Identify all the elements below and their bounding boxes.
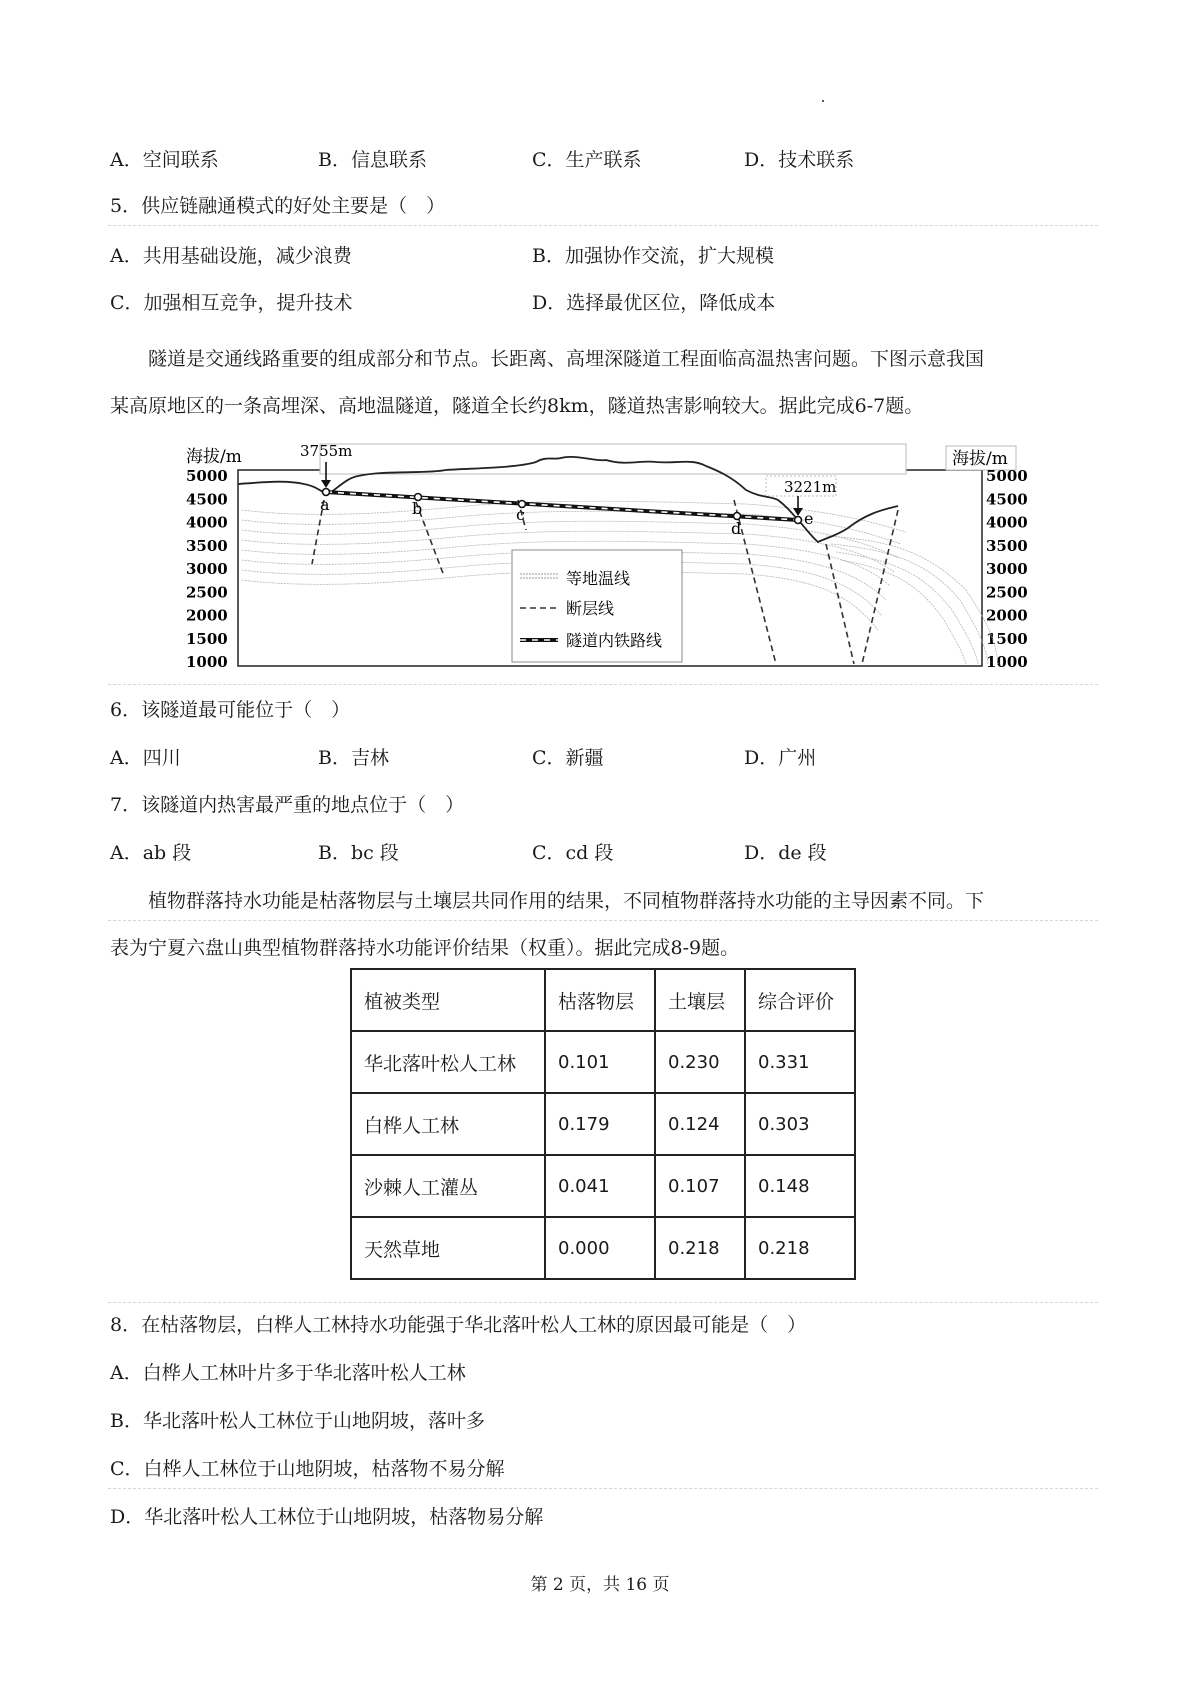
q8-option-b[interactable]: B．华北落叶松人工林位于山地阴坡，落叶多 <box>110 1410 485 1432</box>
table-cell: 0.107 <box>655 1155 745 1217</box>
table-cell: 0.303 <box>745 1093 855 1155</box>
table-cell: 0.148 <box>745 1155 855 1217</box>
q6-option-a[interactable]: A．四川 <box>110 747 181 769</box>
table-header-row <box>351 969 855 1031</box>
q4-option-b[interactable]: B．信息联系 <box>318 149 427 171</box>
table-cell: 0.331 <box>745 1031 855 1093</box>
arrow-a-head <box>321 480 331 488</box>
q7-option-a[interactable]: A．ab 段 <box>110 842 192 864</box>
label-b: b <box>412 499 423 518</box>
right-axis-label: 海拔/m <box>952 449 1008 469</box>
tick-label: 5000 <box>986 467 1028 485</box>
table-cell: 天然草地 <box>351 1217 545 1279</box>
q7-stem: 7．该隧道内热害最严重的地点位于（ ） <box>110 794 465 816</box>
legend-isotherm: 等地温线 <box>566 569 631 588</box>
table-header-cell: 枯落物层 <box>545 969 655 1031</box>
tick-label: 2500 <box>186 583 228 602</box>
passage2-line2: 表为宁夏六盘山典型植物群落持水功能评价结果（权重）。据此完成8-9题。 <box>110 937 740 959</box>
q5-stem: 5．供应链融通模式的好处主要是（ ） <box>110 195 446 217</box>
q4-option-d[interactable]: D．技术联系 <box>744 149 855 171</box>
tick-label: 1500 <box>186 629 228 648</box>
passage1-line1: 隧道是交通线路重要的组成部分和节点。长距离、高埋深隧道工程面临高温热害问题。下图示意我国 <box>148 348 985 370</box>
q7-option-c[interactable]: C．cd 段 <box>532 842 614 864</box>
left-axis-label: 海拔/m <box>186 447 242 467</box>
divider <box>108 1302 1098 1303</box>
elevation-a-label: 3755m <box>300 442 353 460</box>
q6-option-b[interactable]: B．吉林 <box>318 747 389 769</box>
table-cell: 0.041 <box>545 1155 655 1217</box>
divider <box>108 1488 1098 1489</box>
tick-label: 3500 <box>186 536 228 555</box>
vegetation-table <box>350 968 856 1280</box>
legend-fault: 断层线 <box>566 599 615 618</box>
q8-option-a[interactable]: A．白桦人工林叶片多于华北落叶松人工林 <box>110 1362 466 1384</box>
q6-option-c[interactable]: C．新疆 <box>532 747 604 769</box>
table-cell: 0.218 <box>655 1217 745 1279</box>
blank-caption-box <box>320 444 906 474</box>
scan-speck <box>822 100 824 102</box>
q8-option-c[interactable]: C．白桦人工林位于山地阴坡，枯落物不易分解 <box>110 1458 505 1480</box>
table-cell: 白桦人工林 <box>351 1093 545 1155</box>
table-header-cell: 综合评价 <box>745 969 855 1031</box>
legend-tunnel: 隧道内铁路线 <box>566 631 663 650</box>
passage2-line1: 植物群落持水功能是枯落物层与土壤层共同作用的结果，不同植物群落持水功能的主导因素不同。下 <box>148 890 985 912</box>
label-d: d <box>731 519 742 538</box>
q4-option-a[interactable]: A．空间联系 <box>110 149 219 171</box>
q5-option-d[interactable]: D．选择最优区位，降低成本 <box>532 292 776 314</box>
label-e: e <box>804 509 814 528</box>
table-header-cell: 植被类型 <box>351 969 545 1031</box>
tick-label: 5000 <box>186 467 228 485</box>
table-cell: 沙棘人工灌丛 <box>351 1155 545 1217</box>
q5-option-b[interactable]: B．加强协作交流，扩大规模 <box>532 245 774 267</box>
passage1-line2: 某高原地区的一条高埋深、高地温隧道，隧道全长约8km，隧道热害影响较大。据此完成6-7题。 <box>110 395 924 417</box>
tick-label: 3000 <box>986 560 1028 578</box>
q5-option-c[interactable]: C．加强相互竞争，提升技术 <box>110 292 353 314</box>
tick-label: 2000 <box>986 606 1028 625</box>
tick-label: 3000 <box>186 560 228 578</box>
table-cell: 0.179 <box>545 1093 655 1155</box>
q6-stem: 6．该隧道最可能位于（ ） <box>110 699 351 721</box>
tick-label: 1500 <box>986 629 1028 648</box>
label-a: a <box>320 495 330 514</box>
tick-label: 3500 <box>986 536 1028 555</box>
q8-stem: 8．在枯落物层，白桦人工林持水功能强于华北落叶松人工林的原因最可能是（ ） <box>110 1314 807 1336</box>
q7-option-b[interactable]: B．bc 段 <box>318 842 399 864</box>
table-cell: 0.124 <box>655 1093 745 1155</box>
table-cell: 0.218 <box>745 1217 855 1279</box>
tick-label: 1000 <box>186 653 228 671</box>
table-row <box>351 1155 855 1217</box>
table-cell: 0.101 <box>545 1031 655 1093</box>
table-row <box>351 1217 855 1279</box>
tick-label: 4500 <box>986 490 1028 509</box>
tick-label: 2500 <box>986 583 1028 602</box>
q7-option-d[interactable]: D．de 段 <box>744 842 827 864</box>
tick-label: 4500 <box>186 490 228 509</box>
table-cell: 0.230 <box>655 1031 745 1093</box>
divider <box>108 225 1098 226</box>
q8-option-d[interactable]: D．华北落叶松人工林位于山地阴坡，枯落物易分解 <box>110 1506 544 1528</box>
tick-label: 1000 <box>986 653 1028 671</box>
table-row <box>351 1093 855 1155</box>
q4-option-c[interactable]: C．生产联系 <box>532 149 642 171</box>
label-c: c <box>516 505 525 524</box>
table-row <box>351 1031 855 1093</box>
tick-label: 4000 <box>186 513 228 532</box>
elevation-e-label: 3221m <box>784 478 837 496</box>
tunnel-profile-figure <box>186 440 1036 672</box>
right-tick-labels <box>986 467 1028 671</box>
divider <box>108 684 1098 685</box>
point-e <box>795 517 802 524</box>
q6-option-d[interactable]: D．广州 <box>744 747 817 769</box>
table-header-cell: 土壤层 <box>655 969 745 1031</box>
tick-label: 2000 <box>186 606 228 625</box>
table-cell: 华北落叶松人工林 <box>351 1031 545 1093</box>
tick-label: 4000 <box>986 513 1028 532</box>
table-cell: 0.000 <box>545 1217 655 1279</box>
q5-option-a[interactable]: A．共用基础设施，减少浪费 <box>110 245 352 267</box>
divider <box>108 920 1098 921</box>
left-tick-labels <box>186 467 228 671</box>
page-footer: 第 2 页，共 16 页 <box>530 1575 670 1595</box>
